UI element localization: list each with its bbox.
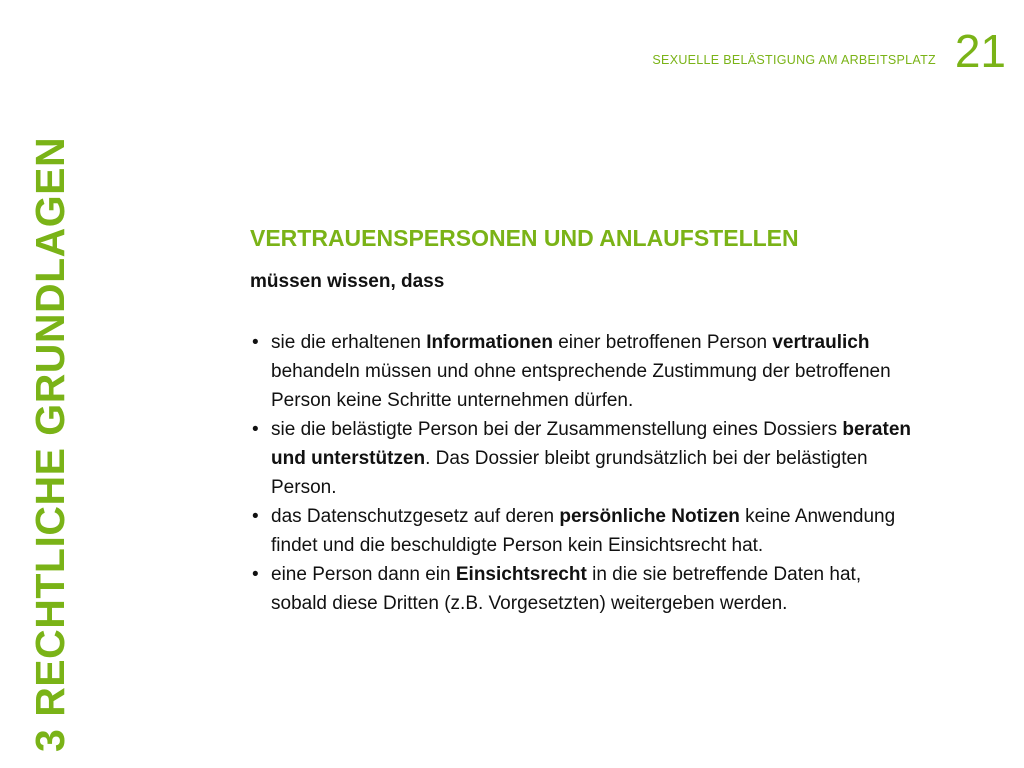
chapter-title: 3 RECHTLICHE GRUNDLAGEN [27,136,73,752]
bullet-text: sie die belästigte Person bei der Zusammenstellung eines Dossiers [271,419,843,440]
bullet-emphasis: Informationen [426,332,553,353]
bullet-text: sie die erhaltenen [271,332,427,353]
bullet-emphasis: beraten und unterstützen [271,419,911,469]
list-item [250,502,911,560]
main-content [250,224,940,618]
bullet-icon: • [252,506,259,527]
bullet-emphasis: persönliche Notizen [559,506,740,527]
intro-text: müssen wissen, dass [250,271,445,292]
list-item [250,560,911,618]
bullet-text: einer betroffenen Person [552,332,773,353]
header-label: SEXUELLE BELÄSTIGUNG AM ARBEITSPLATZ [652,53,936,67]
bullet-icon: • [252,332,259,353]
list-item [250,328,911,415]
bullet-emphasis: Einsichtsrecht [455,564,587,585]
section-heading: VERTRAUENSPERSONEN UND ANLAUFSTELLEN [250,225,799,251]
list-item [250,415,911,502]
bullet-list [250,328,940,618]
bullet-icon: • [252,564,259,585]
bullet-text: behandeln müssen und ohne entsprechende Zustimmung der betroffenen Person keine Schritte unternehmen dürfen. [271,361,891,411]
bullet-text: eine Person dann ein [271,564,456,585]
bullet-text: das Datenschutzgesetz auf deren [271,506,560,527]
bullet-text: . Das Dossier bleibt grundsätzlich bei der belästigten Person. [271,448,868,498]
bullet-text: keine Anwendung findet und die beschuldigte Person kein Einsichtsrecht hat. [271,506,896,556]
bullet-icon: • [252,419,259,440]
page-number: 21 [954,25,1006,77]
bullet-text: in die sie betreffende Daten hat, sobald diese Dritten (z.B. Vorgesetzten) weitergeben werden. [271,564,862,614]
bullet-emphasis: vertraulich [772,332,870,353]
